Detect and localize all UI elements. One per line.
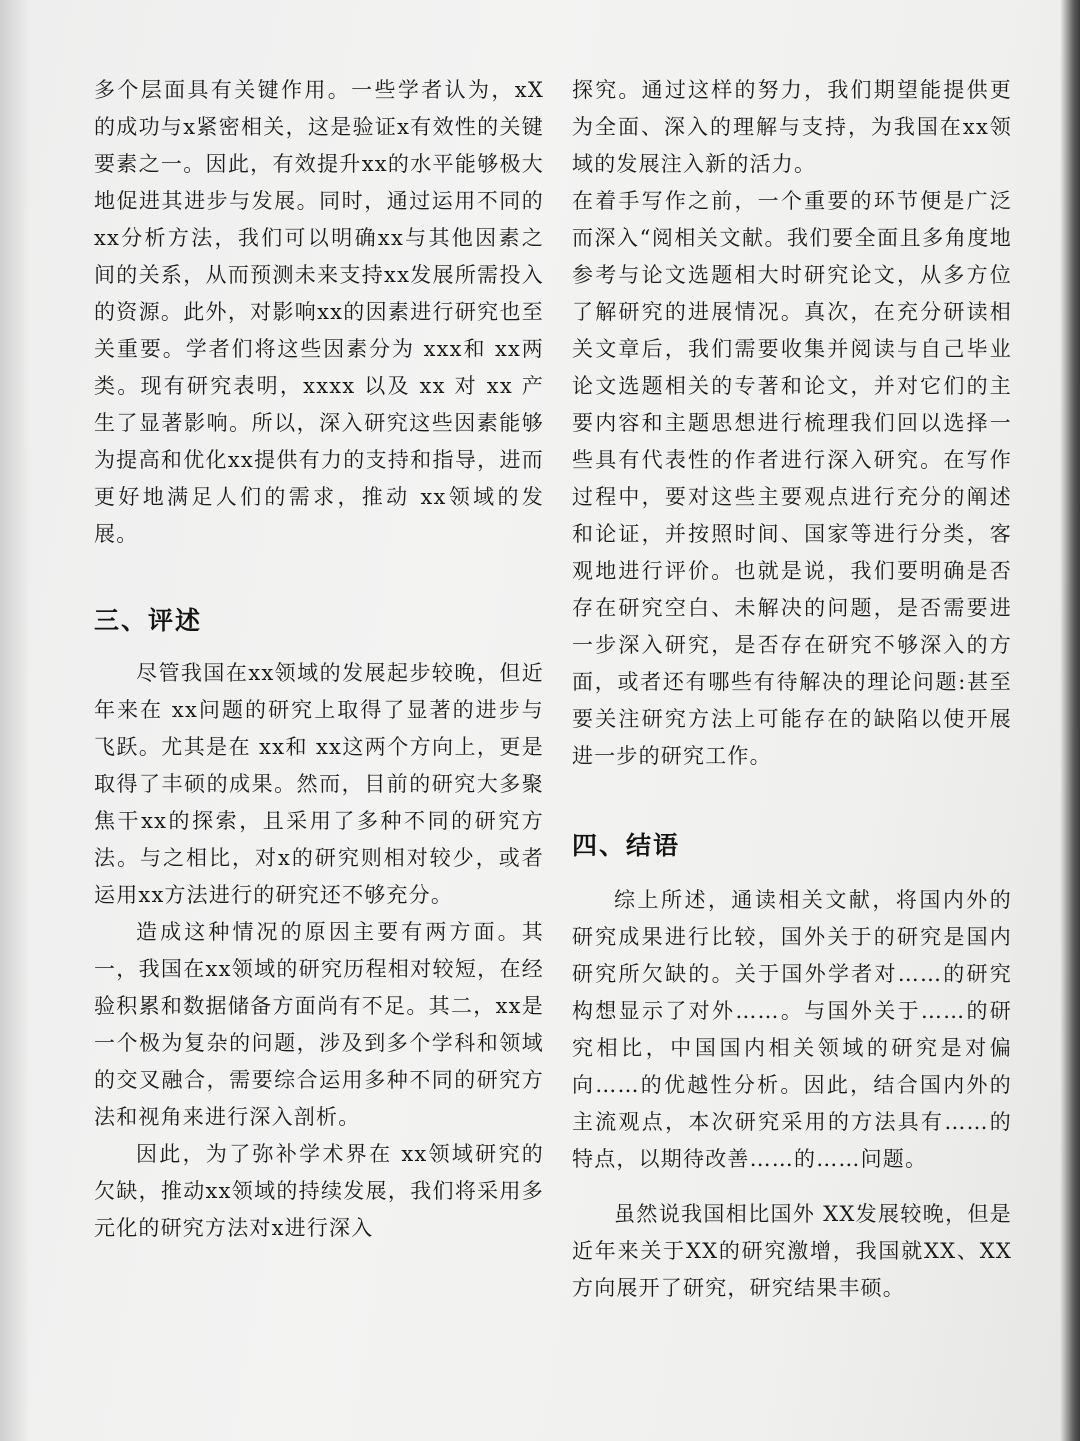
continuation-paragraph: 探究。通过这样的努力，我们期望能提供更为全面、深入的理解与支持，为我国在xx领域的发展注入新的活力。: [572, 78, 1012, 176]
section-3-paragraph-2: 造成这种情况的原因主要有两方面。其一，我国在xx领域的研究历程相对较短，在经验积累和数据储备方面尚有不足。其二，xx是一个极为复杂的问题，涉及到多个学科和领域的交叉融合，需要综合运用多种不同的研究方法和视角来进行深入剖析。: [94, 920, 544, 1129]
section-3-paragraph-1: 尽管我国在xx领域的发展起步较晚，但近年来在 xx问题的研究上取得了显著的进步与飞跃。尤其是在 xx和 xx这两个方向上，更是取得了丰硕的成果。然而，目前的研究大多聚焦干xx的探索，且采用了多种不同的研究方法。与之相比，对x的研究则相对较少，或者运用xx方法进行的研究还不够充分。: [94, 661, 544, 907]
preparation-paragraph: 在着手写作之前，一个重要的环节便是广泛而深入“阅相关文献。我们要全面且多角度地参考与论文选题相大时研究论文，从多方位了解研究的进展情况。真次，在充分研读相关文章后，我们需要收集并阅读与自己毕业论文选题相关的专著和论文，并对它们的主要内容和主题思想进行梳理我们回以选择一些具有代表性的作者进行深入研究。在写作过程中，要对这些主要观点进行充分的阐述和论证，并按照时间、国家等进行分类，客观地进行评价。也就是说，我们要明确是否存在研究空白、未解决的问题，是否需要进一步深入研究，是否存在研究不够深入的方面，或者还有哪些有待解决的理论问题:甚至要关注研究方法上可能存在的缺陷以使开展进一步的研究工作。: [572, 189, 1012, 768]
section-3-paragraph-3: 因此，为了弥补学术界在 xx领域研究的欠缺，推动xx领域的持续发展，我们将采用多元化的研究方法对x进行深入: [94, 1142, 544, 1240]
page-left-edge-shadow: [0, 0, 30, 1441]
page-right-edge-shadow: [1060, 0, 1080, 1441]
section-4-heading: 四、结语: [572, 831, 681, 860]
section-4-paragraph-1: 综上所述，通读相关文献，将国内外的研究成果进行比较，国外关于的研究是国内研究所欠缺的。关于国外学者对……的研究构想显示了对外……。与国外关于……的研究相比，中国国内相关领域的研究是对偏向……的优越性分析。因此，结合国内外的主流观点，本次研究采用的方法具有……的特点，以期待改善……的……问题。: [572, 888, 1012, 1171]
section-3-heading: 三、评述: [94, 606, 203, 635]
intro-paragraph: 多个层面具有关键作用。一些学者认为，xX的成功与x紧密相关，这是验证x有效性的关键要素之一。因此，有效提升xx的水平能够极大地促进其进步与发展。同时，通过运用不同的xx分析方法，我们可以明确xx与其他因素之间的关系，从而预测未来支持xx发展所需投入的资源。此外，对影响xx的因素进行研究也至关重要。学者们将这些因素分为 xxx和 xx两类。现有研究表明，xxxx 以及 xx 对 xx 产生了显著影响。所以，深入研究这些因素能够为提高和优化xx提供有力的支持和指导，进而更好地满足人们的需求，推动 xx领域的发展。: [94, 78, 544, 546]
section-4-paragraph-2: 虽然说我国相比国外 XX发展较晚，但是近年来关于XX的研究激增，我国就XX、XX方向展开了研究，研究结果丰硕。: [572, 1202, 1012, 1300]
left-column: [94, 72, 544, 1247]
right-column: [572, 72, 1012, 1307]
